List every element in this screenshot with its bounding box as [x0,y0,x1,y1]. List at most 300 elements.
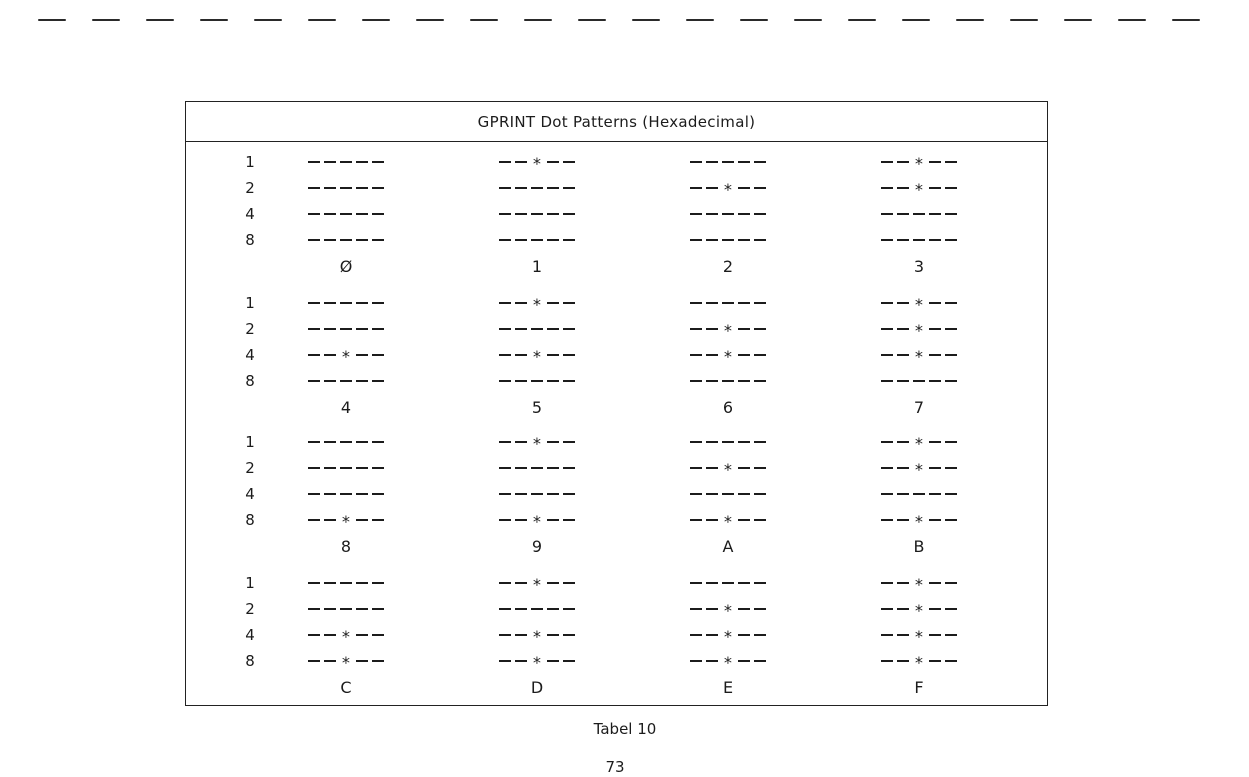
hex-digit-label: 3 [913,257,925,276]
dot-pattern-row [869,458,969,478]
dot-mark [911,458,927,478]
dot-mark [720,458,736,478]
dash-mark [545,345,561,365]
dash-mark [704,432,720,452]
dash-mark [561,152,577,172]
dash-mark [943,345,959,365]
dot-mark [911,573,927,593]
dash-mark [943,371,959,391]
dot-pattern-row [296,293,396,313]
dash-mark [322,458,338,478]
dash-mark [879,204,895,224]
dot-pattern-row [678,484,778,504]
dash-mark [561,293,577,313]
dash-mark [338,599,354,619]
dash-mark [322,432,338,452]
dash-mark [943,484,959,504]
dot-mark [529,152,545,172]
dash-mark [927,484,943,504]
dash-mark [545,293,561,313]
dash-mark [322,510,338,530]
dash-mark [497,458,513,478]
dash-mark [306,484,322,504]
dot-pattern-row [296,484,396,504]
dash-mark [736,599,752,619]
dot-pattern-row [487,573,587,593]
dash-mark [895,484,911,504]
dot-pattern-row [869,625,969,645]
dot-mark [911,432,927,452]
dot-pattern-row [487,599,587,619]
hex-digit-label: Ø [339,257,353,276]
dash-mark [736,432,752,452]
dash-mark [895,458,911,478]
dash-mark [338,484,354,504]
dash-mark [752,625,768,645]
dot-mark [338,625,354,645]
dash-mark [927,573,943,593]
dash-mark [354,204,370,224]
dot-pattern-row [678,573,778,593]
dash-mark [561,573,577,593]
dash-mark [529,458,545,478]
dash-mark [720,204,736,224]
dot-pattern-row [296,371,396,391]
dot-pattern-row [487,293,587,313]
dash-mark [895,319,911,339]
dash-mark [354,371,370,391]
dot-mark [911,510,927,530]
dot-mark [720,651,736,671]
dash-mark [927,651,943,671]
dash-mark [354,599,370,619]
dash-mark [927,345,943,365]
dash-mark [545,458,561,478]
dash-mark [688,178,704,198]
dash-mark [752,345,768,365]
dash-mark [736,293,752,313]
dot-pattern-row [487,484,587,504]
dot-pattern-row [678,319,778,339]
dot-pattern-row [678,371,778,391]
dash-mark [879,573,895,593]
dash-mark [911,371,927,391]
dash-mark [338,319,354,339]
dash-mark [561,458,577,478]
dash-mark [513,651,529,671]
dash-mark [561,599,577,619]
dash-mark [752,230,768,250]
dash-mark [497,510,513,530]
dot-pattern-row [869,510,969,530]
dash-mark [943,204,959,224]
perforation-line [38,14,1200,26]
dash-mark [720,484,736,504]
dash-mark [497,178,513,198]
dash-mark [370,625,386,645]
bit-weight-label: 1 [245,433,255,451]
dash-mark [354,230,370,250]
bit-weight-label: 8 [245,372,255,390]
dash-mark [943,458,959,478]
dash-mark [752,152,768,172]
dash-mark [943,432,959,452]
dash-mark [513,484,529,504]
dot-pattern-row [869,293,969,313]
dot-pattern-row [487,510,587,530]
dash-mark [322,573,338,593]
dash-mark [704,371,720,391]
dash-mark [704,625,720,645]
dash-mark [752,204,768,224]
dot-pattern-row [869,319,969,339]
dash-mark [354,432,370,452]
perforation-dash [848,19,876,21]
dot-pattern-row [869,204,969,224]
dash-mark [306,152,322,172]
perforation-dash [1118,19,1146,21]
dash-mark [943,319,959,339]
dash-mark [704,178,720,198]
hex-digit-label: 7 [913,398,925,417]
dash-mark [513,625,529,645]
perforation-dash [92,19,120,21]
dot-pattern-row [869,484,969,504]
dash-mark [561,625,577,645]
dash-mark [704,484,720,504]
bit-weight-label: 1 [245,574,255,592]
perforation-dash [470,19,498,21]
dot-pattern-row [487,230,587,250]
pattern-group [186,575,1047,705]
dash-mark [736,152,752,172]
dash-mark [704,510,720,530]
dot-pattern-row [869,345,969,365]
dash-mark [736,204,752,224]
dash-mark [529,230,545,250]
dot-pattern-row [678,625,778,645]
dash-mark [513,432,529,452]
dash-mark [306,178,322,198]
bit-weight-label: 4 [245,485,255,503]
dot-pattern-row [678,510,778,530]
dash-mark [561,319,577,339]
dot-pattern-row [678,152,778,172]
dash-mark [736,573,752,593]
dot-mark [911,178,927,198]
dash-mark [354,458,370,478]
dash-mark [561,510,577,530]
hex-digit-label: B [913,537,925,556]
perforation-dash [38,19,66,21]
dash-mark [927,152,943,172]
dash-mark [306,371,322,391]
dot-pattern-row [487,204,587,224]
dash-mark [513,345,529,365]
dash-mark [720,371,736,391]
dash-mark [752,573,768,593]
dash-mark [943,573,959,593]
dash-mark [911,230,927,250]
dot-pattern-row [869,230,969,250]
bit-weight-label: 4 [245,346,255,364]
dash-mark [561,484,577,504]
dash-mark [895,371,911,391]
perforation-dash [200,19,228,21]
dash-mark [879,458,895,478]
dash-mark [688,651,704,671]
dash-mark [529,319,545,339]
dash-mark [561,204,577,224]
dash-mark [704,651,720,671]
dot-pattern-table [185,101,1048,706]
dash-mark [513,510,529,530]
dot-pattern-row [487,178,587,198]
dot-pattern-row [678,458,778,478]
dash-mark [370,432,386,452]
dash-mark [370,484,386,504]
dash-mark [704,293,720,313]
hex-digit-label: 1 [531,257,543,276]
dot-mark [911,152,927,172]
dash-mark [879,510,895,530]
dash-mark [338,573,354,593]
dash-mark [497,230,513,250]
dot-mark [338,510,354,530]
dot-pattern-row [487,458,587,478]
dash-mark [513,178,529,198]
dash-mark [545,371,561,391]
dash-mark [688,371,704,391]
dash-mark [895,293,911,313]
dot-pattern-row [869,651,969,671]
dash-mark [704,599,720,619]
dash-mark [354,345,370,365]
perforation-dash [524,19,552,21]
dash-mark [497,573,513,593]
dash-mark [497,204,513,224]
dash-mark [688,458,704,478]
dash-mark [752,178,768,198]
dash-mark [720,293,736,313]
dash-mark [879,599,895,619]
dot-pattern-row [869,432,969,452]
dot-pattern-row [296,152,396,172]
dash-mark [370,230,386,250]
dash-mark [895,432,911,452]
bit-weight-label: 1 [245,294,255,312]
dash-mark [497,371,513,391]
dot-pattern-row [296,230,396,250]
dash-mark [370,573,386,593]
dash-mark [688,345,704,365]
bit-weight-label: 8 [245,652,255,670]
dash-mark [911,204,927,224]
dot-mark [911,599,927,619]
dash-mark [497,152,513,172]
hex-digit-label: F [914,678,924,697]
dash-mark [688,484,704,504]
dash-mark [322,319,338,339]
dash-mark [497,345,513,365]
dot-mark [720,178,736,198]
dash-mark [895,152,911,172]
dash-mark [306,345,322,365]
table-caption: Tabel 10 [593,720,657,738]
dash-mark [720,230,736,250]
page-number: 73 [605,758,625,776]
dash-mark [927,319,943,339]
bit-weight-label: 4 [245,205,255,223]
dot-mark [529,345,545,365]
perforation-dash [902,19,930,21]
dash-mark [513,293,529,313]
dash-mark [752,371,768,391]
dash-mark [306,625,322,645]
dash-mark [338,230,354,250]
perforation-dash [308,19,336,21]
dash-mark [561,432,577,452]
dot-pattern-row [678,178,778,198]
dot-pattern-row [296,573,396,593]
dash-mark [497,651,513,671]
hex-digit-label: 6 [722,398,734,417]
dash-mark [306,204,322,224]
dash-mark [943,293,959,313]
dash-mark [752,458,768,478]
dash-mark [561,230,577,250]
dash-mark [338,152,354,172]
perforation-dash [578,19,606,21]
dash-mark [354,319,370,339]
dash-mark [370,458,386,478]
dot-pattern-row [487,371,587,391]
dot-pattern-row [869,599,969,619]
dash-mark [895,345,911,365]
dot-pattern-row [678,345,778,365]
dash-mark [943,651,959,671]
bit-weight-label: 2 [245,320,255,338]
dot-pattern-row [487,345,587,365]
dash-mark [513,599,529,619]
dash-mark [752,599,768,619]
dash-mark [879,345,895,365]
dash-mark [497,293,513,313]
pattern-group [186,154,1047,284]
dot-mark [529,625,545,645]
hex-digit-label: 2 [722,257,734,276]
dash-mark [513,204,529,224]
dash-mark [736,178,752,198]
dash-mark [879,319,895,339]
dash-mark [322,484,338,504]
dash-mark [354,293,370,313]
dash-mark [338,204,354,224]
dash-mark [306,458,322,478]
dot-mark [529,293,545,313]
dash-mark [895,178,911,198]
dot-pattern-row [678,230,778,250]
dash-mark [927,293,943,313]
dot-pattern-row [296,510,396,530]
dash-mark [752,432,768,452]
dot-mark [911,651,927,671]
dash-mark [354,178,370,198]
dash-mark [354,152,370,172]
dash-mark [545,319,561,339]
dash-mark [704,319,720,339]
dash-mark [513,230,529,250]
pattern-group [186,295,1047,425]
dot-pattern-row [296,432,396,452]
dash-mark [545,510,561,530]
dash-mark [354,484,370,504]
dash-mark [322,178,338,198]
dash-mark [704,573,720,593]
dash-mark [322,230,338,250]
dash-mark [370,178,386,198]
dash-mark [545,625,561,645]
dash-mark [927,599,943,619]
perforation-dash [254,19,282,21]
dash-mark [306,432,322,452]
dash-mark [688,432,704,452]
dot-mark [529,651,545,671]
dash-mark [720,573,736,593]
dash-mark [895,573,911,593]
perforation-dash [146,19,174,21]
dash-mark [370,319,386,339]
dash-mark [879,293,895,313]
dash-mark [322,293,338,313]
dot-pattern-row [678,432,778,452]
dash-mark [736,458,752,478]
dash-mark [752,484,768,504]
dot-mark [338,651,354,671]
dash-mark [513,319,529,339]
dash-mark [354,573,370,593]
dash-mark [879,152,895,172]
dash-mark [688,625,704,645]
dash-mark [927,432,943,452]
dash-mark [322,651,338,671]
dash-mark [943,230,959,250]
dash-mark [306,599,322,619]
dash-mark [895,599,911,619]
dot-pattern-row [296,458,396,478]
dot-pattern-row [678,293,778,313]
dash-mark [879,432,895,452]
perforation-dash [686,19,714,21]
dash-mark [927,178,943,198]
dash-mark [370,204,386,224]
dash-mark [752,651,768,671]
bit-weight-label: 2 [245,459,255,477]
bit-weight-label: 2 [245,179,255,197]
dash-mark [545,204,561,224]
dash-mark [354,651,370,671]
bit-weight-label: 8 [245,231,255,249]
dot-mark [529,432,545,452]
dash-mark [497,625,513,645]
table-title: GPRINT Dot Patterns (Hexadecimal) [186,102,1047,142]
dash-mark [529,371,545,391]
dot-pattern-row [296,651,396,671]
dash-mark [752,510,768,530]
perforation-dash [740,19,768,21]
dot-pattern-row [296,319,396,339]
dash-mark [354,510,370,530]
